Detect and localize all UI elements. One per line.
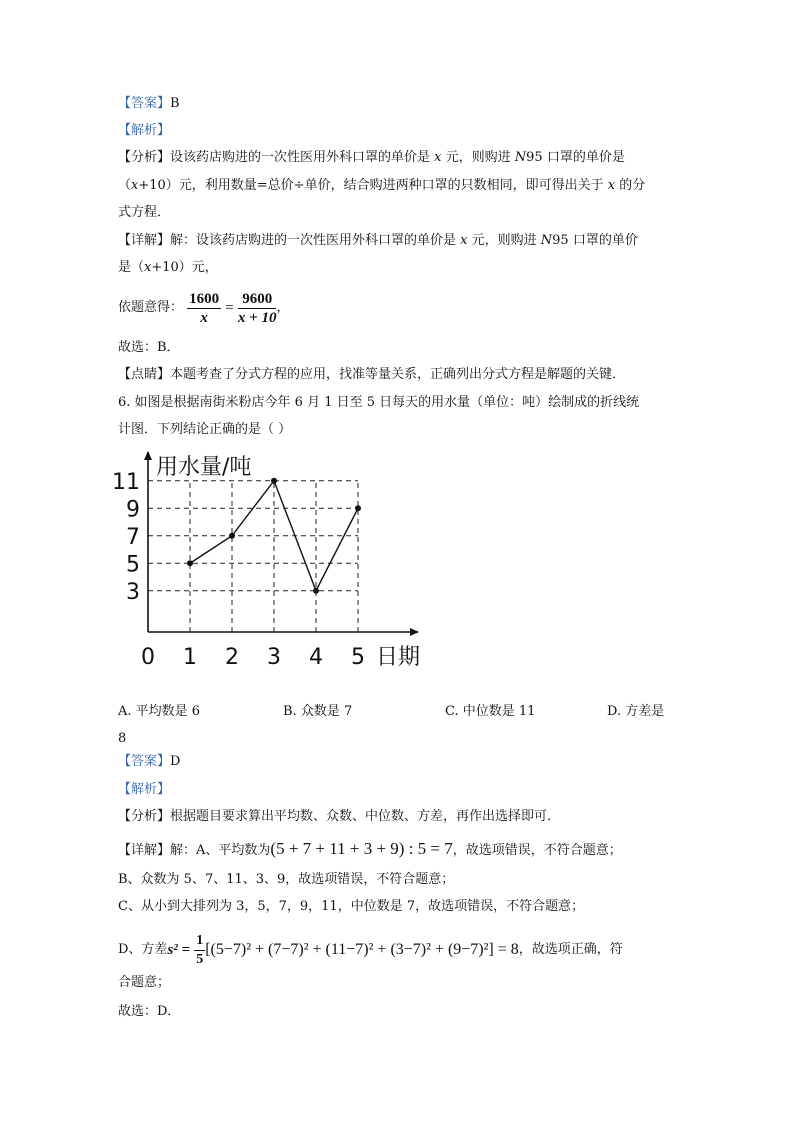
variance-expression: [(5−7)² + (7−7)² + (11−7)² + (3−7)² + (9−7)²] = 8 [205, 941, 519, 958]
x-tick-label: 3 [267, 645, 281, 670]
x-tick-label: 2 [225, 645, 239, 670]
text-span: 的分 [615, 178, 646, 193]
solution-answer-value: D [170, 754, 181, 769]
y-tick-label: 3 [126, 579, 140, 605]
text-span: 故选：B． [118, 340, 180, 355]
text-span: 是（ [118, 260, 145, 275]
var-x: x [434, 150, 442, 165]
text-span: ，故选项正确，符 [518, 942, 623, 957]
denominator: x [200, 309, 208, 326]
text-span: C、从小到大排列为 3，5，7，9，11，中位数是 7，故选项错误，不符合题意； [118, 899, 585, 914]
y-tick-label: 11 [112, 469, 140, 495]
y-tick-label: 7 [126, 524, 140, 550]
solution-answer-line [118, 752, 180, 772]
text-span: 故选：D． [118, 1004, 181, 1019]
var-x: x [607, 178, 616, 193]
x-tick-label: 0 [141, 645, 155, 670]
x-tick-label: 1 [183, 645, 197, 670]
text-span: 6. 如图是根据南街米粉店今年 6 月 1 日至 5 日每天的用水量（单位：吨）绘制成的折线统 [118, 395, 640, 410]
variance-symbol: s² = [167, 942, 191, 958]
text-span: 合题意； [118, 975, 171, 990]
solution-line-b [118, 870, 454, 890]
data-point [313, 588, 319, 594]
equals-sign: = [225, 300, 234, 316]
solution-answer-tag: 【答案】 [118, 754, 171, 769]
denominator: x + 10 [237, 309, 277, 326]
solution-choose [118, 1002, 180, 1022]
grid [148, 481, 358, 632]
comment-tag: 【点睛】 [118, 367, 171, 382]
var-x: x [144, 260, 152, 275]
x-tick-label: 4 [309, 645, 323, 670]
solution-detail-a [118, 836, 622, 864]
text-span: 根据题目要求算出平均数、众数、中位数、方差，再作出选择即可． [170, 809, 561, 824]
data-point [355, 505, 361, 511]
text-span: 元，则购进 [441, 150, 515, 165]
text-span: 95 口罩的单价是 [526, 150, 625, 165]
text-span: 元，则购进 [467, 233, 541, 248]
text-span: 式方程． [118, 205, 171, 220]
text-span: 解：设该药店购进的一次性医用外科口罩的单价是 [170, 233, 461, 248]
text-span: +10）元，利用数量=总价÷单价，结合购进两种口罩的只数相同，即可得出关于 [138, 178, 608, 193]
var-x: x [460, 233, 468, 248]
numerator: 1600 [189, 290, 220, 307]
x-axis-label: 日期 [376, 645, 421, 670]
text-span: ， [276, 300, 290, 315]
option-c: C. 中位数是 11 [445, 704, 536, 719]
var-n: N [540, 233, 553, 248]
fraction-one-fifth [194, 932, 205, 969]
y-tick-label: 9 [126, 497, 140, 523]
solution-analysis-tag: 【解析】 [118, 782, 171, 797]
answer-tag: 【答案】 [118, 96, 171, 111]
text-span: （ [118, 178, 132, 193]
data-point [229, 533, 235, 539]
mean-expression: (5 + 7 + 11 + 3 + 9) : 5 = 7 [270, 839, 453, 858]
solution-line-d [118, 930, 623, 971]
text-span: B、众数为 5、7、11、3、9，故选项错误，不符合题意； [118, 872, 455, 887]
option-d-continued: 8 [118, 731, 127, 746]
solution-detail-tag: 【详解】 [118, 843, 171, 858]
text-span: D、方差 [118, 942, 168, 957]
answer-value: B [170, 96, 180, 111]
data-point [187, 560, 193, 566]
x-tick-label: 5 [351, 645, 365, 670]
y-axis-label: 用水量/吨 [156, 455, 252, 480]
text-span: ，故选项错误，不符合题意； [452, 843, 622, 858]
data-point [271, 478, 277, 484]
y-tick-label: 5 [126, 552, 140, 578]
option-d: D. 方差是 [607, 704, 665, 719]
option-a: A. 平均数是 6 [118, 704, 201, 719]
text-span: +10）元， [151, 260, 218, 275]
solution-line-c [118, 897, 584, 917]
denominator: 5 [196, 951, 204, 967]
text-span: 计图．下列结论正确的是（ ） [118, 422, 292, 437]
text-span: 本题考查了分式方程的应用，找准等量关系，正确列出分式方程是解题的关键． [170, 367, 626, 382]
option-b: B. 众数是 7 [283, 704, 353, 719]
text-span: 95 口罩的单价 [552, 233, 638, 248]
numerator: 1 [194, 932, 205, 951]
var-n: N [514, 150, 527, 165]
solution-line-d-continued [118, 973, 170, 993]
var-x: x [131, 178, 139, 193]
equation-prefix: 依题意得： [118, 300, 184, 315]
detail-tag: 【详解】 [118, 233, 171, 248]
numerator: 9600 [238, 290, 277, 309]
text-span: 解：A、平均数为 [170, 843, 271, 858]
solution-fenxi-line [118, 807, 560, 827]
solution-analysis-heading [118, 780, 170, 800]
solution-fenxi-tag: 【分析】 [118, 809, 171, 824]
analysis-tag: 【解析】 [118, 123, 171, 138]
text-span: 设该药店购进的一次性医用外科口罩的单价是 [170, 150, 435, 165]
fenxi-tag: 【分析】 [118, 150, 171, 165]
